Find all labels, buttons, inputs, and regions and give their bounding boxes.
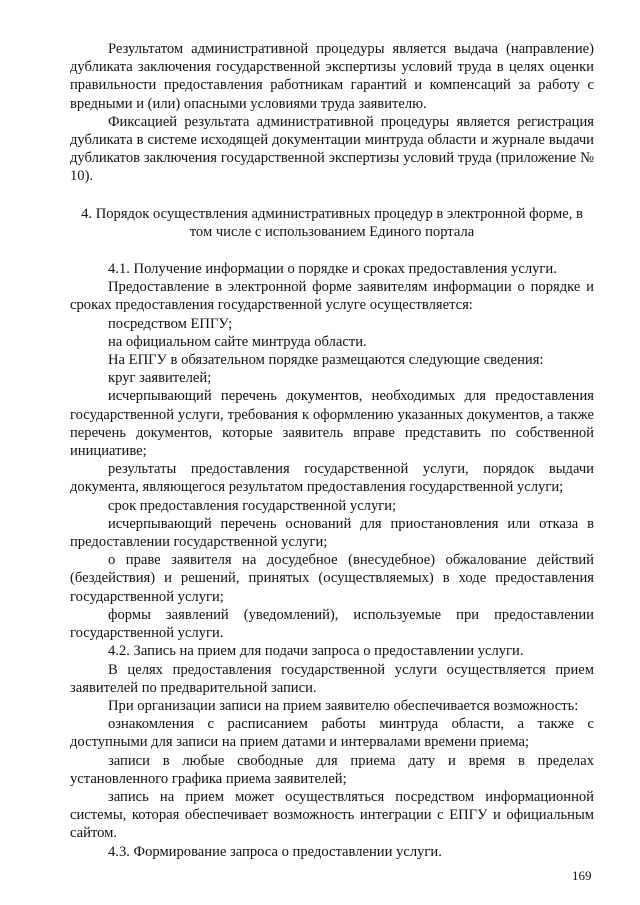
page-number: 169	[572, 868, 592, 883]
section-heading: 4. Порядок осуществления административных процедур в электронной форме, в том числе с использованием Единого портала	[81, 205, 583, 240]
list-item: о праве заявителя на досудебное (внесудебное) обжалование действий (бездействия) и решений, принятых (осуществляемых) в ходе предоставления государственной услуги;	[70, 552, 594, 605]
list-item: результаты предоставления государственной услуги, порядок выдачи документа, являющегося результатом предоставления государственной услуги;	[70, 461, 594, 496]
paragraph: При организации записи на прием заявителю обеспечивается возможность:	[108, 697, 579, 714]
paragraph-result: Результатом административной процедуры является выдача (направление) дубликата заключения государственной экспертизы условий труда в целях оценки правильности предоставления работникам гарантий и компенсаций за работу с вредными и (или) опасными условиями труда заявителю.	[70, 41, 594, 112]
list-item: запись на прием может осуществляться посредством информационной системы, которая обеспечивает возможность интеграции с ЕПГУ и официальным сайтом.	[70, 788, 594, 842]
document-page	[70, 40, 594, 861]
list-item: записи в любые свободные для приема дату и время в пределах установленного графика приема заявителей;	[70, 752, 594, 787]
paragraph-fixation: Фиксацией результата административной процедуры является регистрация дубликата в системе исходящей документации минтруда области и журнале выдачи дубликатов заключения государственной экспертизы условий труда (приложение № 10).	[70, 113, 594, 185]
list-item: посредством ЕПГУ;	[108, 315, 233, 332]
list-item: формы заявлений (уведомлений), используемые при предоставлении государственной услуги.	[70, 606, 594, 642]
paragraph: На ЕПГУ в обязательном порядке размещаются следующие сведения:	[108, 352, 544, 369]
list-item: круг заявителей;	[108, 370, 212, 387]
list-item: ознакомления с расписанием работы минтруда области, а также с доступными для записи на прием датами и интервалами времени приема;	[70, 716, 594, 751]
paragraph: Предоставление в электронной форме заявителям информации о порядке и сроках предоставления государственной услуге осуществляется:	[70, 279, 594, 314]
paragraph-4-3-title: 4.3. Формирование запроса о предоставлении услуги.	[108, 843, 442, 860]
paragraph-4-2-title: 4.2. Запись на прием для подачи запроса о предоставлении услуги.	[108, 643, 524, 660]
paragraph: В целях предоставления государственной услуги осуществляется прием заявителей по предварительной записи.	[70, 661, 594, 696]
paragraph-4-1-title: 4.1. Получение информации о порядке и сроках предоставления услуги.	[108, 261, 557, 278]
list-item: срок предоставления государственной услуги;	[108, 497, 397, 514]
list-item: на официальном сайте минтруда области.	[108, 333, 367, 350]
list-item: исчерпывающий перечень документов, необходимых для предоставления государственной услуги, требования к оформлению указанных документов, а также перечень документов, которые заявитель вправе представить по собственной инициативе;	[70, 388, 594, 460]
list-item: исчерпывающий перечень оснований для приостановления или отказа в предоставлении государственной услуги;	[70, 515, 594, 551]
